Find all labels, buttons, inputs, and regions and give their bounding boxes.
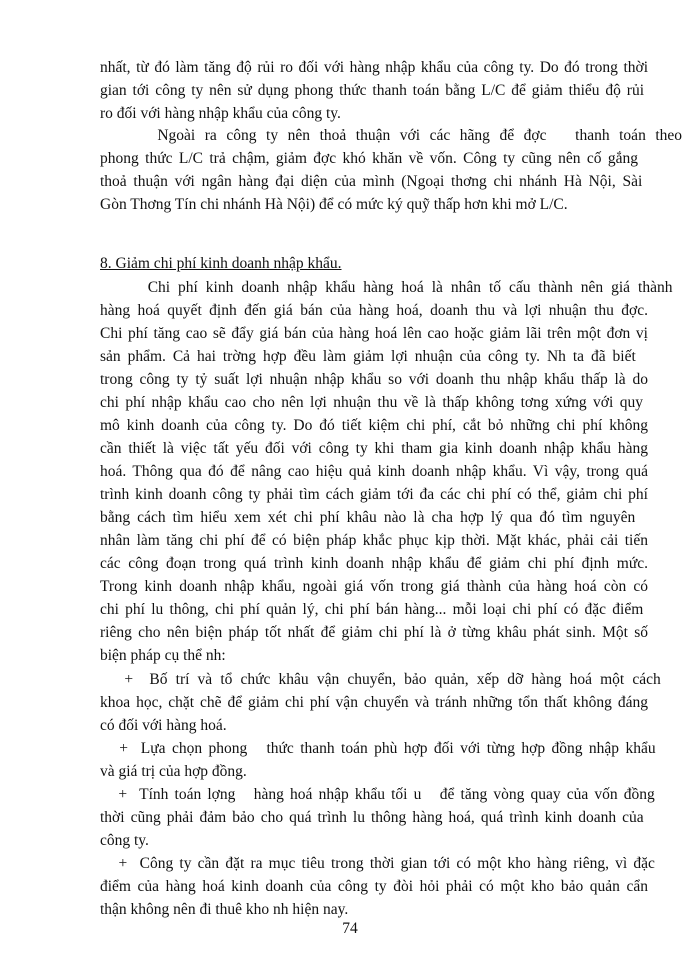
text-line: nhất, từ đó làm tăng độ rủi ro đối với hàng nhập khẩu của công ty. Do đó trong thời xyxy=(100,59,648,76)
text-line: nhân làm tăng chi phí để có biện pháp khắc phục kịp thời. Mặt khác, phải cải tiến xyxy=(100,532,648,549)
text-line: hàng hoá quyết định đến giá bán của hàng hoá, doanh thu và lợi nhuận thu đợc. xyxy=(100,302,648,319)
text-line: thời cũng phải đảm bảo cho quá trình lu thông hàng hoá, quá trình kinh doanh của xyxy=(100,809,644,826)
text-line: Chi phí tăng cao sẽ đẩy giá bán của hàng hoá lên cao hoặc giảm lãi trên một đơn vị xyxy=(100,325,648,342)
text-line: thận không nên đi thuê kho nh hiện nay. xyxy=(100,901,349,918)
text-line: thoả thuận với ngân hàng đại diện của mình (Ngoại thơng chi nhánh Hà Nội, Sài xyxy=(100,173,643,190)
text-line: biện pháp cụ thể nh: xyxy=(100,647,226,664)
paragraph-deferred-lc xyxy=(100,124,683,216)
text-line: + Tính toán lợng hàng hoá nhập khẩu tối u để tăng vòng quay của vốn đồng xyxy=(100,786,655,803)
text-line: bằng cách tìm hiểu xem xét chi phí khâu nào là cha hợp lý qua đó tìm nguyên xyxy=(100,509,636,526)
section-heading: 8. Giảm chi phí kinh doanh nhập khẩu. xyxy=(100,255,342,272)
text-line: Trong kinh doanh nhập khẩu, ngoài giá vốn trong giá thành của hàng hoá còn có xyxy=(100,578,648,595)
text-line: trình kinh doanh công ty phải tìm cách giảm tới đa các chi phí có thể, giảm chi phí xyxy=(100,486,648,503)
text-line: riêng cho nên biện pháp tốt nhất để giảm chi phí là ở từng khâu phát sinh. Một số xyxy=(100,624,648,641)
text-line: ro đối với hàng nhập khẩu của công ty. xyxy=(100,105,341,122)
text-line: chi phí nhập khẩu cao cho nên lợi nhuận thu về là thấp không tơng xứng với quy xyxy=(100,394,643,411)
paragraph-cost-reduction xyxy=(100,276,673,667)
paragraph-risk-lc xyxy=(100,56,648,125)
text-line: cần thiết là việc tất yếu đối với công ty khi tham gia kinh doanh nhập khẩu hàng xyxy=(100,440,648,457)
text-line: sản phẩm. Cả hai trờng hợp đều làm giảm lợi nhuận của công ty. Nh ta đã biết xyxy=(100,348,636,365)
text-line: trong công ty tỷ suất lợi nhuận nhập khẩu so với doanh thu nhập khẩu thấp là do xyxy=(100,371,648,388)
bullet-item-logistics xyxy=(100,668,661,737)
text-line: có đối với hàng hoá. xyxy=(100,717,227,734)
text-line: Ngoài ra công ty nên thoả thuận với các hãng để đợc thanh toán theo xyxy=(100,127,683,144)
bullet-item-optimal-quantity xyxy=(100,783,655,852)
text-line: phong thức L/C trả chậm, giảm đợc khó khăn về vốn. Công ty cũng nên cố gắng xyxy=(100,150,638,167)
text-line: điểm của hàng hoá kinh doanh của công ty đòi hỏi phải có một kho bảo quản cẩn xyxy=(100,878,648,895)
page-number: 74 xyxy=(342,920,358,937)
text-line: Gòn Thơng Tín chi nhánh Hà Nội) để có mức ký quỹ thấp hơn khi mở L/C. xyxy=(100,196,568,213)
text-line: mô kinh doanh của công ty. Do đó tiết kiệm chi phí, cắt bỏ những chi phí không xyxy=(100,417,648,434)
bullet-item-warehouse xyxy=(100,852,655,921)
text-line: gian tới công ty nên sử dụng phong thức thanh toán bằng L/C để giảm thiểu độ rủi xyxy=(100,82,645,99)
text-line: hoá. Thông qua đó để nâng cao hiệu quả kinh doanh nhập khẩu. Vì vậy, trong quá xyxy=(100,463,648,480)
text-line: Chi phí kinh doanh nhập khẩu hàng hoá là nhân tố cấu thành nên giá thành xyxy=(100,279,673,296)
text-line: + Công ty cần đặt ra mục tiêu trong thời gian tới có một kho hàng riêng, vì đặc xyxy=(100,855,655,872)
text-line: + Lựa chọn phong thức thanh toán phù hợp đối với từng hợp đồng nhập khẩu xyxy=(100,740,656,757)
text-line: và giá trị của hợp đồng. xyxy=(100,763,247,780)
text-line: khoa học, chặt chẽ để giảm chi phí vận chuyển và tránh những tổn thất không đáng xyxy=(100,694,648,711)
text-line: công ty. xyxy=(100,832,149,849)
text-line: các công đoạn trong quá trình kinh doanh nhập khẩu để giảm chi phí định mức. xyxy=(100,555,648,572)
text-line: + Bố trí và tổ chức khâu vận chuyển, bảo quản, xếp dỡ hàng hoá một cách xyxy=(100,671,661,688)
text-line: chi phí lu thông, chi phí quản lý, chi phí bán hàng... mỗi loại chi phí có đặc điểm xyxy=(100,601,644,618)
bullet-item-payment-method xyxy=(100,737,656,783)
